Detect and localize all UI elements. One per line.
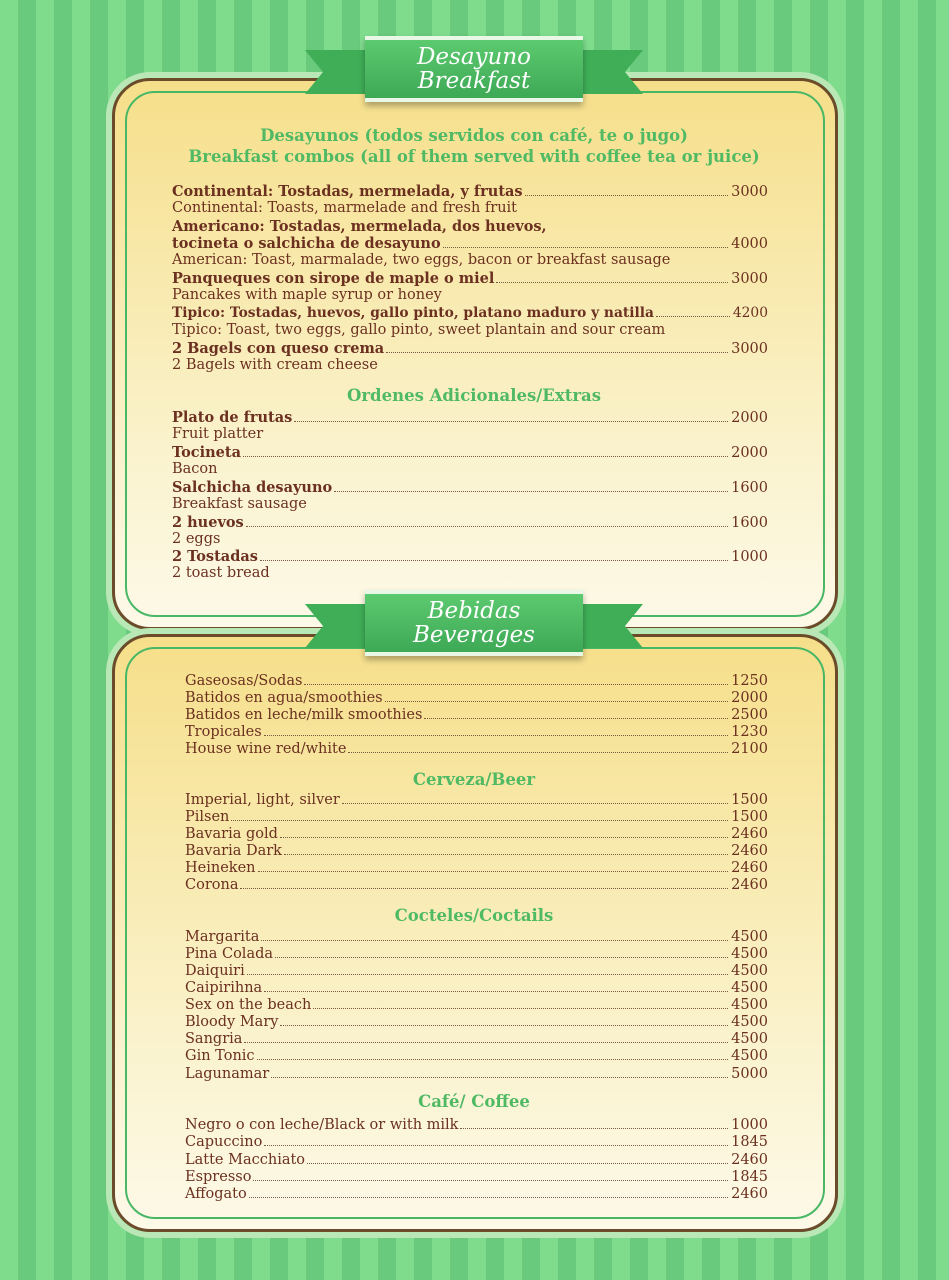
leader-dots	[260, 560, 728, 561]
item-price: 4500	[731, 963, 768, 979]
item-name: Pina Colada	[185, 946, 274, 962]
leader-dots	[249, 1197, 728, 1198]
item-description: Tipico: Toast, two eggs, gallo pinto, sweet plantain and sour cream	[172, 322, 666, 338]
ribbon-body	[365, 590, 583, 656]
item-name: Continental: Tostadas, mermelada, y frutas	[172, 183, 523, 200]
menu-item	[185, 1031, 768, 1048]
item-name: Negro o con leche/Black or with milk	[185, 1117, 459, 1133]
item-name: Gin Tonic	[185, 1048, 255, 1064]
leader-dots	[246, 526, 728, 527]
item-description: 2 eggs	[172, 531, 221, 547]
leader-dots	[307, 1163, 728, 1164]
menu-item	[185, 1048, 768, 1065]
leader-dots	[496, 282, 728, 283]
leader-dots	[280, 837, 728, 838]
item-name: Batidos en agua/smoothies	[185, 690, 383, 706]
extras-title: Ordenes Adicionales/Extras	[346, 386, 602, 405]
item-name: Espresso	[185, 1169, 252, 1185]
item-price: 2100	[731, 741, 768, 757]
menu-item	[172, 235, 768, 252]
menu-item	[185, 980, 768, 997]
cocktails-title: Cocteles/Coctails	[394, 906, 554, 925]
menu-item	[185, 1152, 768, 1169]
menu-item	[185, 946, 768, 963]
item-name: Heineken	[185, 860, 256, 876]
menu-item	[172, 409, 768, 426]
leader-dots	[244, 1042, 728, 1043]
leader-dots	[264, 735, 728, 736]
leader-dots	[313, 1008, 728, 1009]
menu-item	[172, 270, 768, 287]
leader-dots	[334, 491, 728, 492]
item-name: Caipirihna	[185, 980, 263, 996]
menu-item	[185, 673, 768, 690]
item-price: 1000	[731, 549, 768, 565]
item-price: 1500	[731, 792, 768, 808]
menu-item	[185, 741, 768, 758]
item-price: 3000	[731, 271, 768, 287]
leader-dots	[525, 195, 729, 196]
ribbon-tail-right	[579, 50, 643, 94]
menu-item	[172, 340, 768, 357]
menu-item	[185, 963, 768, 980]
item-description: Breakfast sausage	[172, 496, 307, 512]
ribbon-tail-left	[305, 50, 369, 94]
leader-dots	[443, 247, 728, 248]
item-price: 1250	[731, 673, 768, 689]
item-name: Bloody Mary	[185, 1014, 279, 1030]
menu-item	[185, 1066, 768, 1083]
item-price: 2000	[731, 410, 768, 426]
item-name: Sangria	[185, 1031, 243, 1047]
item-price: 2460	[731, 1152, 768, 1168]
menu-item	[185, 1169, 768, 1186]
menu-item	[185, 826, 768, 843]
item-name: Latte Macchiato	[185, 1152, 306, 1168]
item-price: 4500	[731, 980, 768, 996]
item-price: 2460	[731, 843, 768, 859]
menu-item	[185, 929, 768, 946]
menu-item	[185, 877, 768, 894]
item-price: 4500	[731, 929, 768, 945]
item-price: 3000	[731, 184, 768, 200]
item-price: 2500	[731, 707, 768, 723]
menu-item	[185, 860, 768, 877]
leader-dots	[275, 957, 728, 958]
item-description: Continental: Toasts, marmelade and fresh fruit	[172, 200, 517, 216]
coffee-title: Café/ Coffee	[418, 1092, 530, 1111]
item-name: Plato de frutas	[172, 409, 293, 426]
item-name: Tropicales	[185, 724, 262, 740]
item-name: 2 huevos	[172, 514, 244, 531]
item-price: 2460	[731, 860, 768, 876]
item-description: 2 Bagels with cream cheese	[172, 357, 378, 373]
item-name: Tipico: Tostadas, huevos, gallo pinto, platano maduro y natilla	[172, 305, 654, 321]
item-price: 2460	[731, 826, 768, 842]
leader-dots	[264, 1145, 728, 1146]
menu-item	[172, 514, 768, 531]
leader-dots	[257, 1059, 729, 1060]
item-name-line1: Americano: Tostadas, mermelada, dos huevos,	[172, 218, 547, 235]
leader-dots	[460, 1128, 728, 1129]
item-price: 4500	[731, 1014, 768, 1030]
item-price: 4500	[731, 997, 768, 1013]
menu-item	[185, 1186, 768, 1203]
menu-item	[172, 444, 768, 461]
item-description: Fruit platter	[172, 426, 264, 442]
item-name: Salchicha desayuno	[172, 479, 333, 496]
leader-dots	[342, 803, 728, 804]
combos-title-es: Desayunos (todos servidos con café, te o jugo)	[260, 126, 688, 145]
ribbon-body	[365, 36, 583, 102]
item-price: 2460	[731, 1186, 768, 1202]
item-price: 1600	[731, 515, 768, 531]
menu-item	[172, 548, 768, 565]
leader-dots	[386, 352, 728, 353]
leader-dots	[243, 456, 728, 457]
leader-dots	[253, 1180, 728, 1181]
menu-item	[172, 479, 768, 496]
breakfast-banner	[305, 36, 643, 102]
item-price: 4500	[731, 1031, 768, 1047]
leader-dots	[280, 1025, 728, 1026]
item-price: 4200	[732, 305, 768, 321]
item-price: 1230	[731, 724, 768, 740]
leader-dots	[304, 684, 728, 685]
leader-dots	[294, 421, 728, 422]
ribbon-tail-left	[305, 604, 369, 648]
menu-item	[185, 724, 768, 741]
item-name: House wine red/white	[185, 741, 347, 757]
item-name: Gaseosas/Sodas	[185, 673, 303, 689]
item-name: 2 Bagels con queso crema	[172, 340, 385, 357]
leader-dots	[247, 974, 728, 975]
banner-title-en: Beverages	[413, 622, 535, 648]
menu-item	[172, 305, 768, 322]
item-price: 1845	[731, 1134, 768, 1150]
item-name: Imperial, light, silver	[185, 792, 340, 808]
menu-item	[185, 792, 768, 809]
item-name: Pilsen	[185, 809, 230, 825]
menu-item	[185, 707, 768, 724]
item-name: Batidos en leche/milk smoothies	[185, 707, 423, 723]
item-name: Bavaria Dark	[185, 843, 282, 859]
banner-title-es: Desayuno	[416, 44, 532, 70]
ribbon-tail-right	[579, 604, 643, 648]
leader-dots	[261, 940, 728, 941]
menu-item	[185, 1134, 768, 1151]
menu-item	[185, 1117, 768, 1134]
item-price: 3000	[731, 341, 768, 357]
item-name: Panqueques con sirope de maple o miel	[172, 270, 495, 287]
item-name: Lagunamar	[185, 1066, 270, 1082]
beer-title: Cerveza/Beer	[412, 770, 536, 789]
item-name: Sex on the beach	[185, 997, 312, 1013]
leader-dots	[348, 752, 728, 753]
beverages-banner	[305, 590, 643, 656]
leader-dots	[271, 1077, 728, 1078]
item-name: 2 Tostadas	[172, 548, 258, 565]
item-name: Affogato	[185, 1186, 247, 1202]
leader-dots	[424, 718, 728, 719]
leader-dots	[284, 854, 728, 855]
item-price: 4500	[731, 1048, 768, 1064]
item-description: Pancakes with maple syrup or honey	[172, 287, 442, 303]
item-name: Margarita	[185, 929, 260, 945]
menu-item	[185, 843, 768, 860]
item-price: 1000	[731, 1117, 768, 1133]
item-price: 1845	[731, 1169, 768, 1185]
item-name: Daiquiri	[185, 963, 245, 979]
leader-dots	[264, 991, 728, 992]
item-price: 2000	[731, 690, 768, 706]
menu-item	[185, 997, 768, 1014]
leader-dots	[240, 888, 728, 889]
item-description: Bacon	[172, 461, 218, 477]
item-price: 4500	[731, 946, 768, 962]
banner-title-en: Breakfast	[417, 68, 531, 94]
menu-item	[185, 1014, 768, 1031]
combos-title-en: Breakfast combos (all of them served with coffee tea or juice)	[188, 147, 760, 166]
leader-dots	[231, 820, 728, 821]
item-price: 2000	[731, 445, 768, 461]
item-price: 2460	[731, 877, 768, 893]
banner-title-es: Bebidas	[427, 598, 521, 624]
item-name: Tocineta	[172, 444, 241, 461]
item-name: Corona	[185, 877, 239, 893]
item-name: Capuccino	[185, 1134, 263, 1150]
menu-item	[172, 183, 768, 200]
leader-dots	[258, 871, 729, 872]
item-price: 1500	[731, 809, 768, 825]
item-description: American: Toast, marmalade, two eggs, bacon or breakfast sausage	[172, 252, 671, 268]
menu-item	[185, 690, 768, 707]
leader-dots	[656, 316, 730, 317]
item-name: Bavaria gold	[185, 826, 278, 842]
leader-dots	[385, 701, 728, 702]
item-price: 4000	[731, 236, 768, 252]
item-price: 1600	[731, 480, 768, 496]
item-name: tocineta o salchicha de desayuno	[172, 235, 441, 252]
item-description: 2 toast bread	[172, 565, 270, 581]
item-price: 5000	[731, 1066, 768, 1082]
menu-item	[185, 809, 768, 826]
